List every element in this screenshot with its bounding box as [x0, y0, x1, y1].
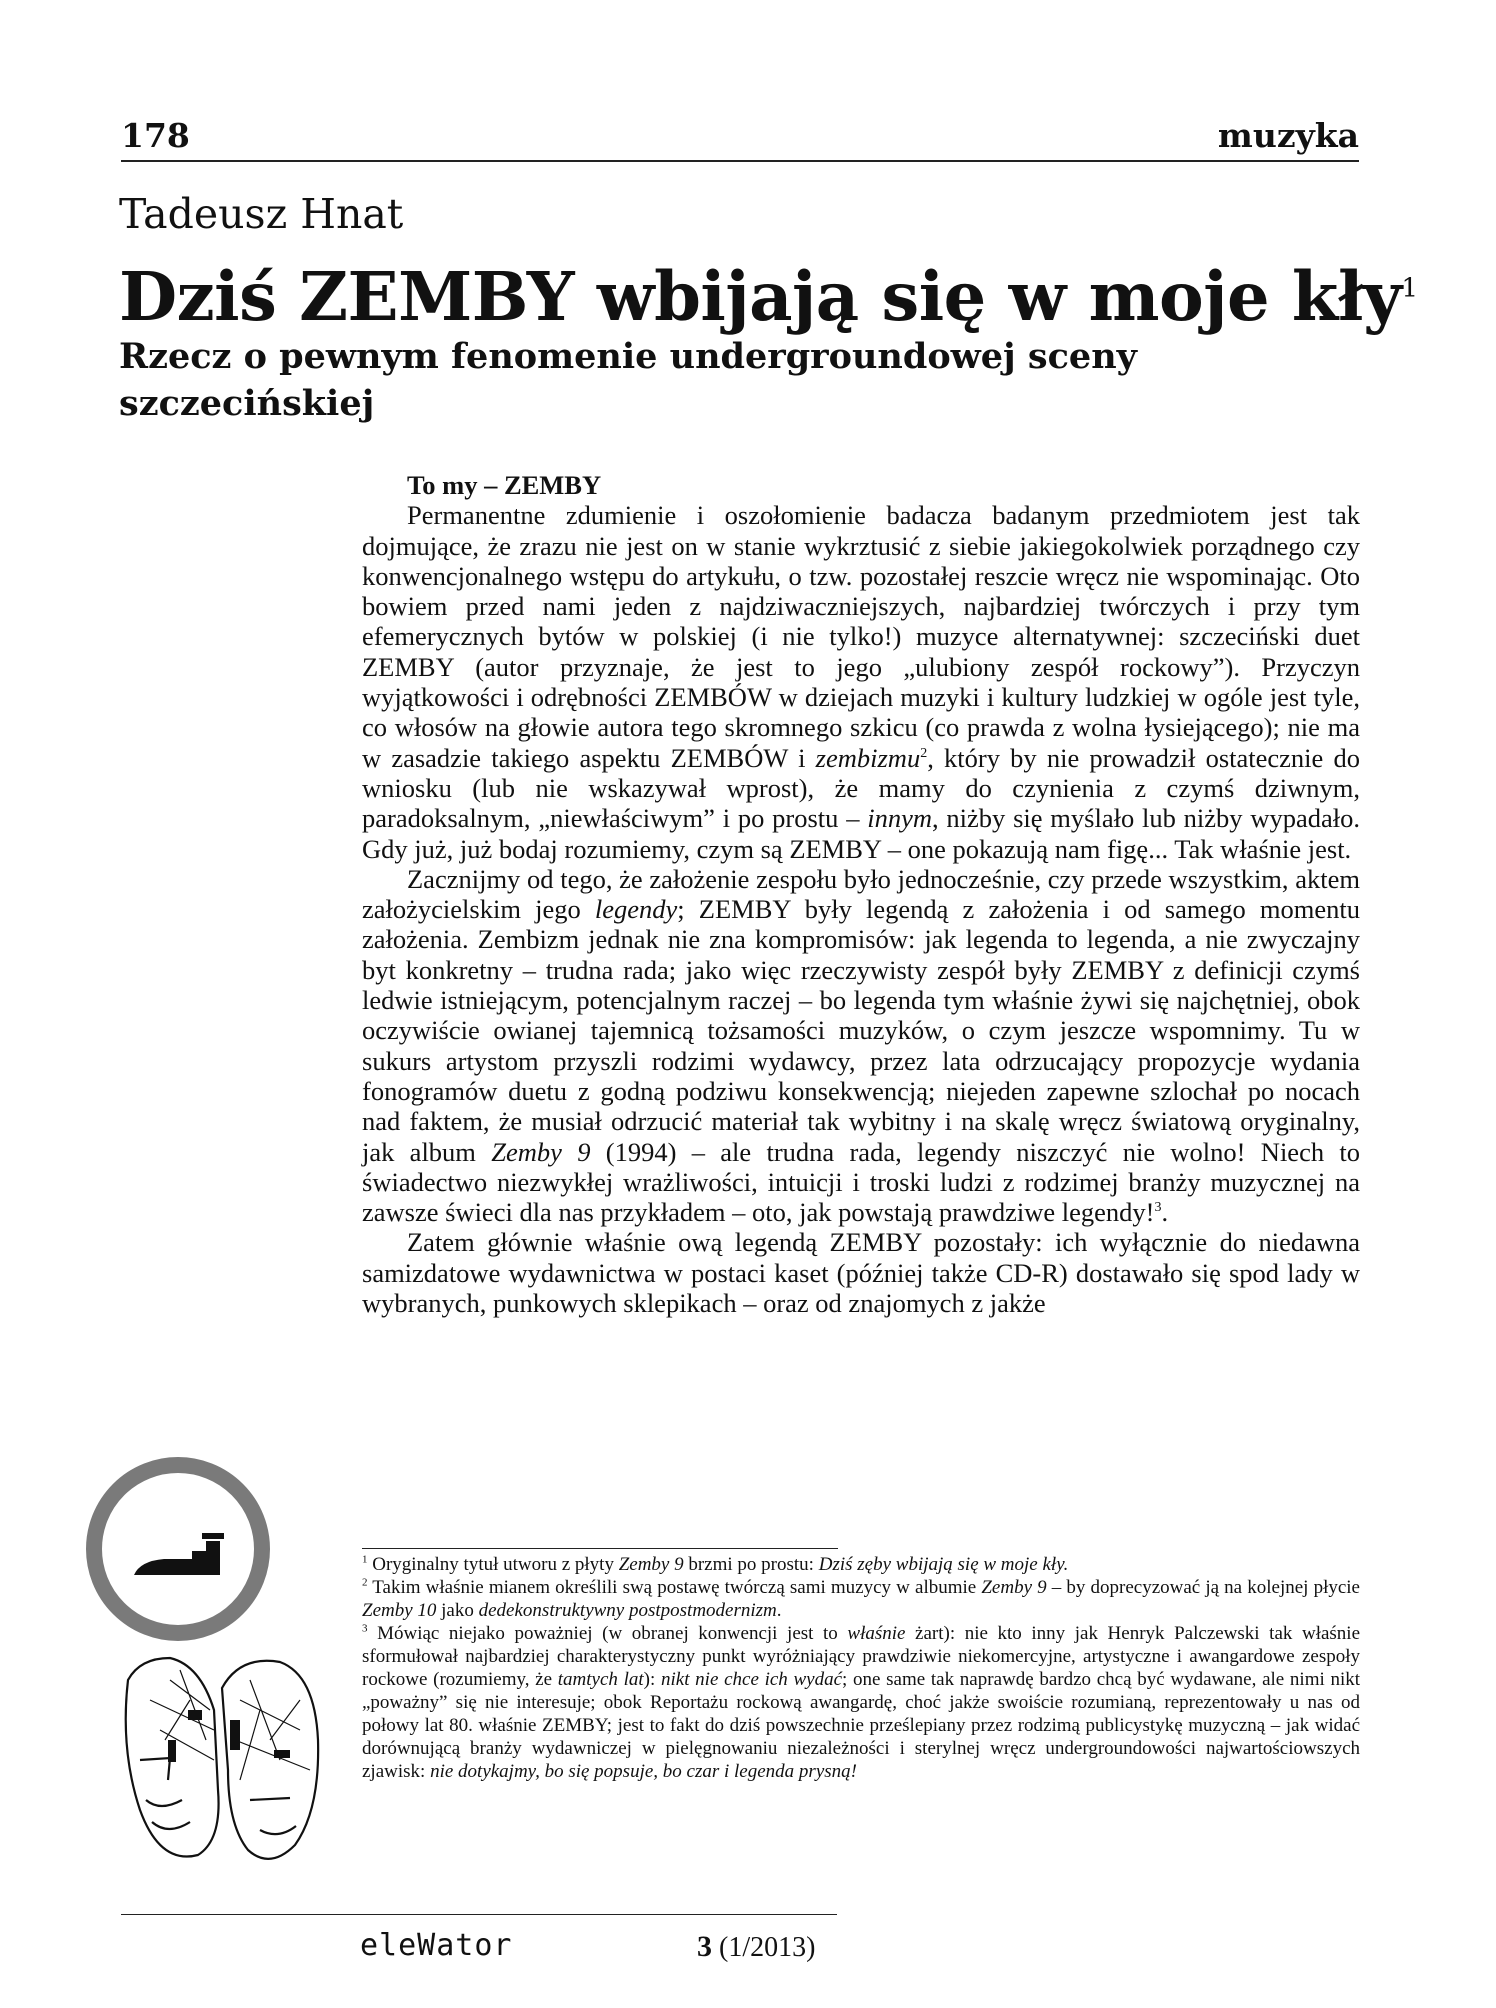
title-footnote-ref[interactable]: 1: [1401, 273, 1418, 304]
magazine-name: eleWator: [360, 1928, 513, 1963]
footnote-rule: [362, 1548, 838, 1549]
article-subtitle: Rzecz o pewnym fenomenie undergroundowej sceny szczecińskiej: [119, 336, 1137, 424]
footer-rule: [121, 1914, 837, 1915]
iron-icon: [84, 1455, 272, 1643]
footnote-2: $^2$ Takim właśnie mianem określili swą postawę twórczą sami muzycy w albumie Zemby 9 – by doprecyzować ją na kolejnej płycie Zemby 10 jako dedekonstruktywny postpostmodernizm.: [362, 1576, 1360, 1621]
article-title: [119, 257, 1418, 336]
footnote-ref[interactable]: 3: [1154, 1200, 1162, 1216]
article-title-text: Dziś ZEMBY wbijają się w moje kły: [119, 257, 1402, 336]
faces-drawing: [110, 1640, 330, 1875]
footnote-ref[interactable]: 2: [920, 745, 928, 761]
footnote-1: $^1$ Oryginalny tytuł utworu z płyty Zemby 9 brzmi po prostu: Dziś zęby wbijają się w moje kły.: [362, 1553, 1069, 1575]
section-title: muzyka: [1217, 116, 1359, 155]
article-body: [362, 470, 1360, 1318]
paragraph: Permanentne zdumienie i oszołomienie badacza badanym przedmiotem jest tak dojmujące, że zrazu nie jest on w stanie wykrztusić z siebie jakiegokolwiek porządnego czy konwencjonalnego wstępu do artykułu, o tzw. pozostałej reszcie wręcz nie wspominając. Oto bowiem przed nami jeden z najdziwaczniejszych, najbardziej twórczych i przy tym efemerycznych bytów w polskiej (i nie tylko!) muzyce alternatywnej: szczeciński duet ZEMBY (autor przyznaje, że jest to jego „ulubiony zespół rockowy”). Przyczyn wyjątkowości i odrębności ZEMBÓW w dziejach muzyki i kultury ludzkiej w ogóle jest tyle, co włosów na głowie autora tego skromnego szkicu (co prawda z wolna łysiejącego); nie ma w zasadzie takiego aspektu ZEMBÓW i zembizmu$^2$, który by nie prowadził ostatecznie do wniosku (lub nie wskazywał wprost), że mamy do czynienia z czymś dziwnym, paradoksalnym, „niewłaściwym” i po prostu – innym, niżby się myślało lub niżby wypadało. Gdy już, już bodaj rozumiemy, czym są ZEMBY – one pokazują nam figę... Tak właśnie jest.: [362, 500, 1361, 864]
footnotes: [362, 1553, 1360, 1783]
paragraph: Zacznijmy od tego, że założenie zespołu było jednocześnie, czy przede wszystkim, aktem założycielskim jego legendy; ZEMBY były legendą z założenia i od samego momentu założenia. Zembizm jednak nie zna kompromisów: jak legenda to legenda, a nie zwyczajny byt konkretny – trudna rada; jako więc rzeczywisty zespół były ZEMBY z definicji czymś ledwie istniejącym, potencjalnym raczej – bo legenda tym właśnie żywi się najchętniej, obok oczywiście owianej tajemnicą tożsamości muzyków, o czym jeszcze wspomnimy. Tu w sukurs artystom przyszli rodzimi wydawcy, przez lata odrzucający propozycje wydania fonogramów duetu z godną podziwu konsekwencją; niejeden zapewne szlochał po nocach nad faktem, że musiał odrzucić materiał tak wybitny i na skalę wręcz światową oryginalny, jak album Zemby 9 (1994) – ale trudna rada, legendy niszczyć nie wolno! Niech to świadectwo niezwykłej wrażliwości, intuicji i troski ludzi z rodzimej branży muzycznej na zawsze świeci dla nas przykładem – oto, jak powstają prawdziwe legendy!$^3$.: [362, 863, 1360, 1228]
footnote-3: $^3$ Mówiąc niejako poważniej (w obranej konwencji jest to właśnie żart): nie kto inny jak Henryk Palczewski tak właśnie sformułował najbardziej charakterystyczny punkt wyróżniający prawdziwie niekomercyjne, artystyczne i awangardowe zespoły rockowe (rozumiemy, że tamtych lat): nikt nie chce ich wydać; one same tak naprawdę bardzo chcą być wydawane, ale nimi nikt „poważny” się nie interesuje; obok Reportażu rockową awangardę, choć jakże swoiście rozumianą, reprezentowały u nas od połowy lat 80. właśnie ZEMBY; jest to fakt do dziś powszechnie prześlepiany przez rodzimą publicystykę muzyczną – jak widać dorównującą branży wydawniczej w pielęgnowaniu niezależności i sterylnej wręcz undergroundowości najwartościowszych zjawisk: nie dotykajmy, bo się popsuje, bo czar i legenda prysną!: [362, 1622, 1361, 1782]
paragraph: Zatem głównie właśnie ową legendą ZEMBY pozostały: ich wyłącznie do niedawna samizdatowe wydawnictwa w postaci kaset (później także CD-R) dostawało się spod lady w wybranych, punkowych sklepikach – oraz od znajomych z jakże: [362, 1227, 1360, 1319]
issue-info: 3 (1/2013): [697, 1930, 816, 1963]
header-rule: [121, 160, 1359, 162]
page-number: 178: [121, 116, 190, 155]
section-heading: To my – ZEMBY: [407, 470, 602, 500]
article-author: Tadeusz Hnat: [119, 190, 404, 238]
